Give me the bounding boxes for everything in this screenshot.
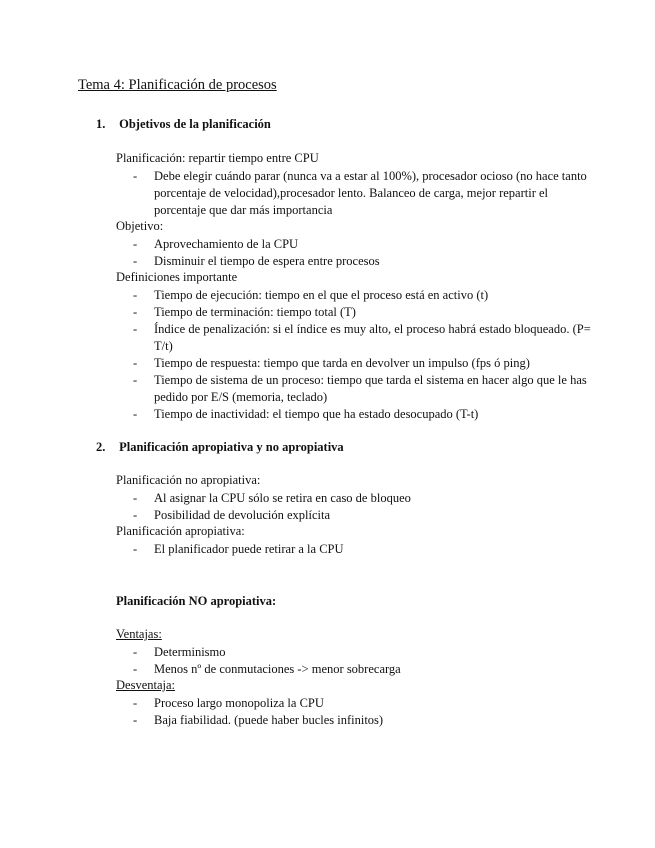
section-heading-objetivos	[96, 117, 271, 132]
list-item	[133, 695, 593, 712]
bullet-dash: -	[133, 322, 138, 336]
section-heading-apropiativa	[96, 440, 344, 455]
list-item-text: Tiempo de respuesta: tiempo que tarda en devolver un impulso (fps ó ping)	[154, 356, 530, 370]
section-title: Objetivos de la planificación	[119, 117, 271, 131]
bullet-dash: -	[133, 254, 138, 268]
list-item	[133, 321, 593, 355]
list-item	[133, 661, 593, 678]
planificacion-label: Planificación: repartir tiempo entre CPU	[116, 151, 319, 165]
list-item-text: Proceso largo monopoliza la CPU	[154, 696, 324, 710]
list-item-text: Determinismo	[154, 645, 226, 659]
definiciones-label: Definiciones importante	[116, 270, 238, 284]
bullet-dash: -	[133, 508, 138, 522]
bullet-dash: -	[133, 713, 138, 727]
list-item-text: Tiempo de sistema de un proceso: tiempo que tarda el sistema en hacer algo que le has pedido por E/S (memoria, teclado)	[154, 373, 587, 404]
bullet-dash: -	[133, 645, 138, 659]
list-item-text: Tiempo de terminación: tiempo total (T)	[154, 305, 356, 319]
list-item-text: Debe elegir cuándo parar (nunca va a estar al 100%), procesador ocioso (no hace tanto porcentaje de velocidad),procesador lento. Balanceo de carga, mejor repartir el porcentaje que dar más importancia	[154, 169, 587, 217]
section-number: 1.	[96, 117, 106, 131]
list-item	[133, 541, 593, 558]
list-item	[133, 287, 593, 304]
list-item	[133, 253, 593, 270]
bullet-dash: -	[133, 491, 138, 505]
bullet-dash: -	[133, 542, 138, 556]
list-item	[133, 236, 593, 253]
bullet-dash: -	[133, 696, 138, 710]
list-item	[133, 490, 593, 507]
list-item-text: El planificador puede retirar a la CPU	[154, 542, 344, 556]
list-item-text: Disminuir el tiempo de espera entre procesos	[154, 254, 380, 268]
bullet-dash: -	[133, 237, 138, 251]
objetivo-label: Objetivo:	[116, 219, 164, 233]
list-item	[133, 304, 593, 321]
list-item	[133, 507, 593, 524]
bullet-dash: -	[133, 373, 138, 387]
bullet-dash: -	[133, 288, 138, 302]
section-title: Planificación apropiativa y no apropiativa	[119, 440, 344, 454]
list-item	[133, 355, 593, 372]
no-apropiativa-label: Planificación no apropiativa:	[116, 473, 261, 487]
apropiativa-label: Planificación apropiativa:	[116, 524, 245, 538]
list-item	[133, 644, 593, 661]
document-title: Tema 4: Planificación de procesos	[78, 77, 277, 93]
ventajas-label: Ventajas:	[116, 627, 162, 641]
bullet-dash: -	[133, 169, 138, 183]
subsection-heading-no-apropiativa: Planificación NO apropiativa:	[116, 594, 277, 608]
list-item-text: Menos nº de conmutaciones -> menor sobrecarga	[154, 662, 401, 676]
bullet-dash: -	[133, 662, 138, 676]
bullet-dash: -	[133, 407, 138, 421]
bullet-dash: -	[133, 305, 138, 319]
list-item-text: Tiempo de inactividad: el tiempo que ha estado desocupado (T-t)	[154, 407, 479, 421]
bullet-dash: -	[133, 356, 138, 370]
list-item-text: Posibilidad de devolución explícita	[154, 508, 331, 522]
list-item-text: Baja fiabilidad. (puede haber bucles infinitos)	[154, 713, 384, 727]
section-number: 2.	[96, 440, 106, 454]
list-item-text: Índice de penalización: si el índice es muy alto, el proceso habrá estado bloqueado. (P= T/t)	[154, 322, 591, 353]
list-item	[133, 168, 593, 219]
desventaja-label: Desventaja:	[116, 678, 176, 692]
list-item-text: Tiempo de ejecución: tiempo en el que el proceso está en activo (t)	[154, 288, 489, 302]
list-item	[133, 712, 593, 729]
list-item-text: Al asignar la CPU sólo se retira en caso de bloqueo	[154, 491, 411, 505]
list-item-text: Aprovechamiento de la CPU	[154, 237, 299, 251]
list-item	[133, 372, 593, 406]
list-item	[133, 406, 593, 423]
